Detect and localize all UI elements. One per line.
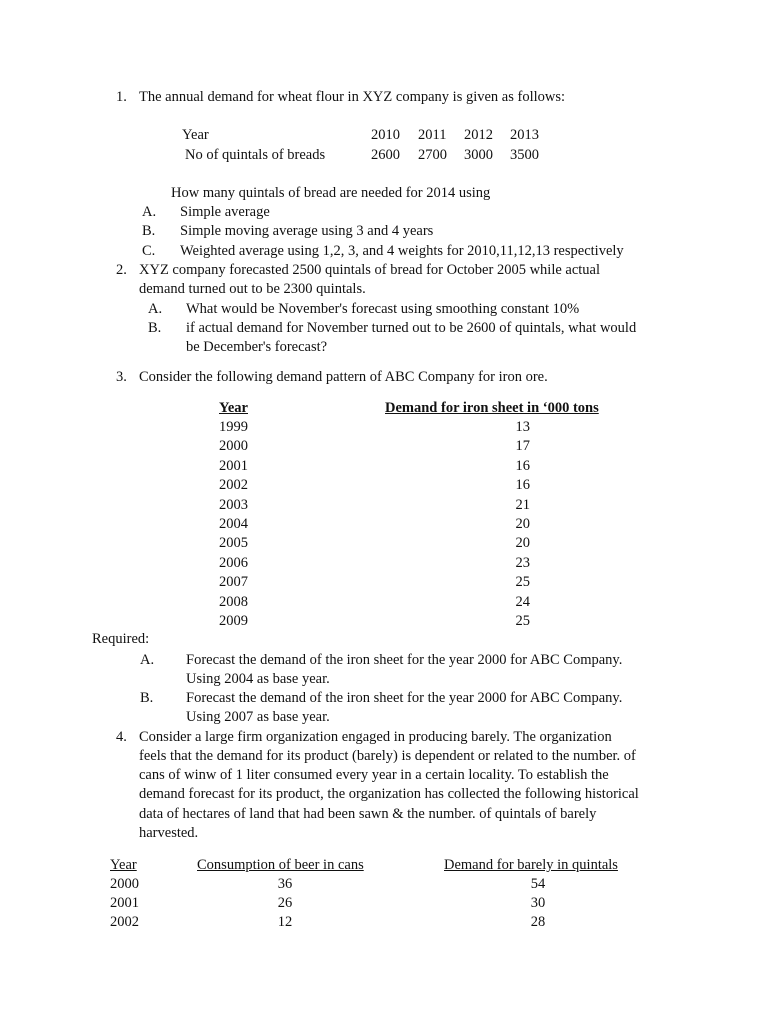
q3-text: Consider the following demand pattern of ABC Company for iron ore. bbox=[139, 369, 548, 385]
q4-demand-cell: 28 bbox=[530, 914, 546, 931]
q3-demand-cell: 16 bbox=[515, 477, 530, 494]
q3-option-text: Forecast the demand of the iron sheet for the year 2000 for ABC Company. bbox=[186, 690, 623, 706]
q1-value-cell: 3000 bbox=[464, 147, 493, 163]
q3-year-cell: 2006 bbox=[219, 554, 248, 571]
q1-question: How many quintals of bread are needed for 2014 using bbox=[171, 185, 491, 201]
q3-option-text: Forecast the demand of the iron sheet for the year 2000 for ABC Company. bbox=[186, 652, 623, 668]
q4-number: 4. bbox=[116, 729, 127, 745]
q3-demand-cell: 25 bbox=[515, 574, 530, 591]
q4-demand-header: Demand for barely in quintals bbox=[444, 857, 618, 873]
q2-option-letter: B. bbox=[148, 320, 162, 336]
q3-option-letter: A. bbox=[140, 652, 155, 668]
q3-year-cell: 2009 bbox=[219, 613, 248, 629]
q4-demand-cell: 54 bbox=[530, 876, 546, 892]
q1-option-text: Simple moving average using 3 and 4 years bbox=[180, 223, 434, 239]
q2-text-line: XYZ company forecasted 2500 quintals of bread for October 2005 while actual bbox=[139, 262, 601, 278]
q3-year-cell: 2000 bbox=[219, 438, 248, 455]
q3-option-letter: B. bbox=[140, 690, 154, 706]
q3-year-cell: 2002 bbox=[219, 477, 248, 494]
q1-option-text: Simple average bbox=[180, 204, 270, 220]
q3-demand-cell: 17 bbox=[515, 438, 530, 455]
q3-year-cell: 2005 bbox=[219, 535, 248, 552]
q3-number: 3. bbox=[116, 369, 127, 385]
q1-option-letter: B. bbox=[142, 223, 156, 239]
q1-text: The annual demand for wheat flour in XYZ company is given as follows: bbox=[139, 89, 566, 105]
q3-year-cell: 2004 bbox=[219, 516, 248, 532]
required-label: Required: bbox=[92, 631, 150, 647]
q3-demand-cell: 13 bbox=[515, 419, 530, 435]
q1-value-cell: 2700 bbox=[418, 147, 447, 163]
q2-number: 2. bbox=[116, 262, 127, 278]
q1-year-cell: 2010 bbox=[371, 127, 400, 143]
q1-value-cell: 3500 bbox=[510, 147, 539, 163]
q3-year-cell: 2003 bbox=[219, 496, 248, 513]
q3-demand-cell: 25 bbox=[515, 613, 530, 629]
q1-year-cell: 2012 bbox=[464, 127, 493, 143]
q3-year-cell: 2001 bbox=[219, 457, 248, 474]
q4-text-line: data of hectares of land that had been sawn & the number. of quintals of barely bbox=[139, 806, 597, 822]
q2-option-text: be December's forecast? bbox=[186, 339, 328, 355]
q4-text-line: cans of winw of 1 liter consumed every year in a certain locality. To establish the bbox=[139, 767, 609, 783]
q3-year-cell: 2008 bbox=[219, 593, 248, 610]
q3-demand-cell: 23 bbox=[515, 554, 530, 571]
q3-year-cell: 2007 bbox=[219, 574, 248, 591]
q4-text-line: Consider a large firm organization engaged in producing barely. The organization bbox=[139, 729, 612, 745]
q4-consumption-cell: 26 bbox=[277, 895, 293, 912]
q3-demand-cell: 20 bbox=[515, 535, 530, 552]
q3-option-text: Using 2007 as base year. bbox=[186, 709, 330, 725]
q4-year-header: Year bbox=[110, 857, 137, 873]
q3-demand-cell: 24 bbox=[515, 593, 530, 610]
q1-number: 1. bbox=[116, 89, 127, 105]
q1-year-cell: 2011 bbox=[418, 127, 447, 143]
q4-text-line: demand forecast for its product, the organization has collected the following historical bbox=[139, 786, 639, 802]
q1-option-letter: A. bbox=[142, 204, 157, 220]
q3-demand-cell: 16 bbox=[515, 457, 530, 474]
q4-text-line: harvested. bbox=[139, 825, 199, 841]
q3-option-text: Using 2004 as base year. bbox=[186, 671, 330, 687]
q1-option-text: Weighted average using 1,2, 3, and 4 weights for 2010,11,12,13 respectively bbox=[180, 243, 624, 259]
q4-demand-cell: 30 bbox=[530, 895, 546, 912]
q3-year-header: Year bbox=[219, 400, 248, 416]
q4-consumption-cell: 36 bbox=[277, 876, 293, 892]
q1-year-cell: 2013 bbox=[510, 127, 539, 143]
q4-consumption-header: Consumption of beer in cans bbox=[197, 857, 364, 873]
q4-consumption-cell: 12 bbox=[277, 914, 293, 931]
q2-option-text: What would be November's forecast using smoothing constant 10% bbox=[186, 301, 580, 317]
q3-demand-cell: 20 bbox=[515, 516, 530, 532]
q2-option-letter: A. bbox=[148, 301, 163, 317]
q4-year-cell: 2002 bbox=[110, 914, 139, 931]
q2-text-line: demand turned out to be 2300 quintals. bbox=[139, 281, 366, 297]
q4-year-cell: 2000 bbox=[110, 876, 139, 892]
q4-text-line: feels that the demand for its product (barely) is dependent or related to the number. of bbox=[139, 748, 636, 764]
q2-option-text: if actual demand for November turned out to be 2600 of quintals, what would bbox=[186, 320, 637, 336]
q4-year-cell: 2001 bbox=[110, 895, 139, 912]
q3-demand-cell: 21 bbox=[515, 496, 530, 513]
q1-quintals-label: No of quintals of breads bbox=[185, 147, 326, 163]
q3-year-cell: 1999 bbox=[219, 419, 248, 435]
q1-value-cell: 2600 bbox=[371, 147, 400, 163]
q1-year-label: Year bbox=[182, 127, 209, 143]
q3-demand-header: Demand for iron sheet in ‘000 tons bbox=[385, 400, 599, 416]
q1-option-letter: C. bbox=[142, 243, 156, 259]
